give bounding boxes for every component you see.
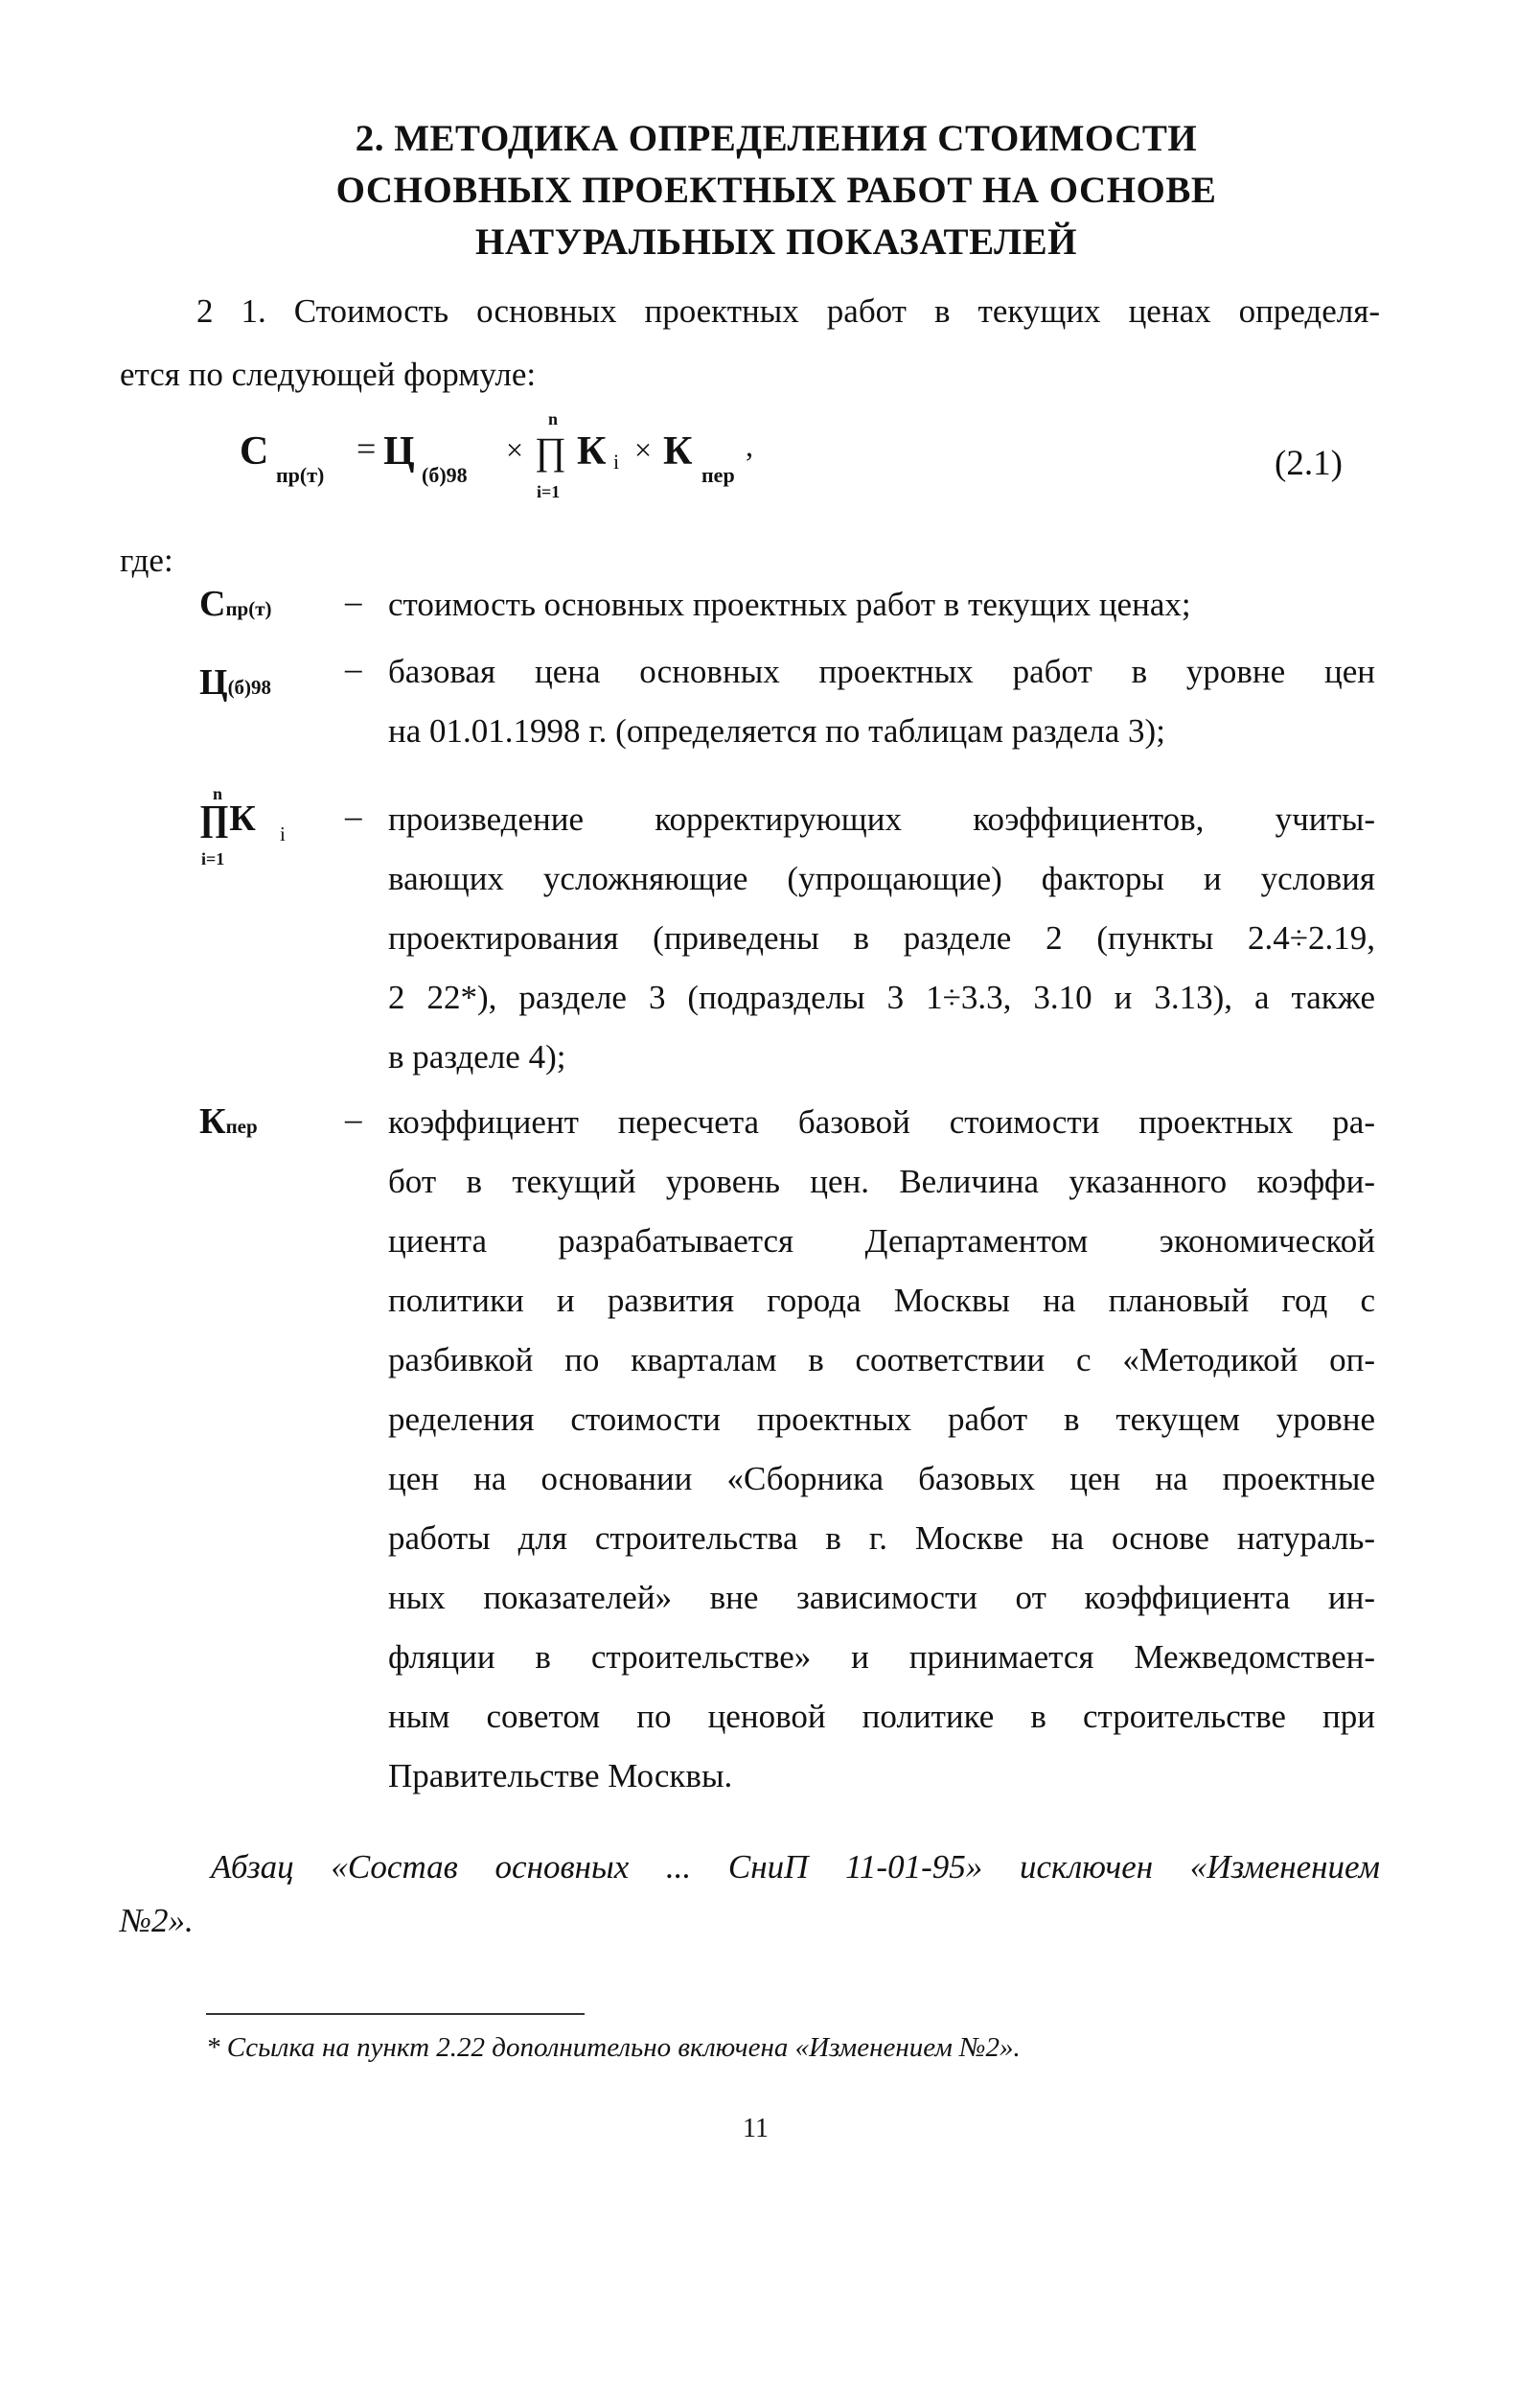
def-symbol-kper-sub: пер [225,1115,258,1138]
def-text-1 [388,575,1375,635]
formula-c-sub: пр(т) [276,463,325,487]
footnote: * Ссылка на пункт 2.22 дополнительно включена «Изменением №2». [206,2032,1021,2063]
def-symbol-ts-sub: (б)98 [227,676,272,699]
title-line-3: НАТУРАЛЬНЫХ ПОКАЗАТЕЛЕЙ [475,221,1077,263]
where-label: где: [120,542,173,579]
def-2-line-1: базовая цена основных проектных работ в уровне цен [388,653,1375,690]
def-symbol-c-main: С [199,584,226,624]
def-symbol-c-sub: пр(т) [225,597,272,620]
def-4-line-10: фляции в строительстве» и принимается Межведомствен- [388,1638,1375,1676]
def-text-4 [388,1093,1375,1806]
formula-eq: = [356,429,377,468]
def-symbol-prod [199,784,305,890]
def-symbol-prod-sub: i [280,822,286,845]
def-symbol-kper-main: К [199,1101,226,1142]
def-1-line-1: стоимость основных проектных работ в текущих ценах; [388,586,1191,623]
def-symbol-c [199,583,272,625]
def-dash-3: – [345,798,362,835]
def-4-line-1: коэффициент пересчета базовой стоимости проектных ра- [388,1103,1375,1141]
title-line-1: 2. МЕТОДИКА ОПРЕДЕЛЕНИЯ СТОИМОСТИ [355,118,1198,159]
def-3-line-1: произведение корректирующих коэффициентов, учиты- [388,800,1375,838]
note-line-2: №2». [120,1902,194,1939]
def-dash-4: – [345,1100,362,1138]
def-4-line-6: ределения стоимости проектных работ в текущем уровне [388,1400,1375,1438]
def-4-line-11: ным советом по ценовой политике в строительстве при [388,1698,1375,1735]
def-3-line-4: 2 22*), разделе 3 (подразделы 3 1÷3.3, 3.10 и 3.13), а также [388,979,1375,1016]
formula-c: С [240,429,269,474]
formula-prod-top: n [548,409,559,428]
title-line-2: ОСНОВНЫХ ПРОЕКТНЫХ РАБОТ НА ОСНОВЕ [335,170,1217,211]
formula-prod: ∏ [535,429,566,473]
def-symbol-ts [199,661,271,704]
intro-line-2: ется по следующей формуле: [120,356,537,393]
def-text-3 [388,790,1375,1087]
def-2-line-2: на 01.01.1998 г. (определяется по таблицам раздела 3); [388,712,1165,750]
def-4-line-5: разбивкой по кварталам в соответствии с «Методикой оп- [388,1341,1375,1378]
formula-ts: Ц [383,429,415,474]
formula-k2: К [663,429,693,474]
formula-k2-sub: пер [701,463,735,487]
formula-times-1: × [506,432,524,467]
intro-line-1: 2 1. Стоимость основных проектных работ в текущих ценах определя- [196,292,1380,330]
def-3-line-3: проектирования (приведены в разделе 2 (пункты 2.4÷2.19, [388,919,1375,957]
def-4-line-3: циента разрабатывается Департаментом экономической [388,1222,1375,1260]
formula-k-sub: i [613,450,620,474]
formula-times-2: × [634,432,653,467]
formula-ts-sub: (б)98 [422,463,468,487]
footnote-divider [206,2013,585,2015]
def-4-line-2: бот в текущий уровень цен. Величина указанного коэффи- [388,1163,1375,1200]
def-4-line-9: ных показателей» вне зависимости от коэффициента ин- [388,1579,1375,1616]
def-4-line-8: работы для строительства в г. Москве на основе натураль- [388,1519,1375,1557]
formula-prod-bottom: i=1 [537,482,561,501]
note-line-1: Абзац «Состав основных ... СниП 11-01-95» исключен «Изменением [211,1848,1380,1886]
def-3-line-5: в разделе 4); [388,1038,566,1076]
def-4-line-12: Правительстве Москвы. [388,1757,733,1794]
formula-k: К [577,429,607,474]
def-symbol-prod-top: n [213,784,223,803]
def-symbol-ts-main: Ц [199,662,228,703]
def-4-line-4: политики и развития города Москвы на плановый год с [388,1282,1375,1319]
page-number: 11 [743,2114,769,2143]
amendment-note [120,1840,1380,1948]
def-4-line-7: цен на основании «Сборника базовых цен на проектные [388,1460,1375,1497]
def-dash-2: – [345,650,362,687]
def-dash-1: – [345,583,362,620]
def-text-2 [388,642,1375,761]
def-symbol-prod-main: ∏К [199,799,256,839]
equation-number: (2.1) [1275,444,1343,483]
def-symbol-prod-bottom: i=1 [201,849,225,868]
def-symbol-kper [199,1100,258,1143]
formula-comma: , [746,428,753,463]
def-3-line-2: вающих усложняющие (упрощающие) факторы и условия [388,860,1375,897]
